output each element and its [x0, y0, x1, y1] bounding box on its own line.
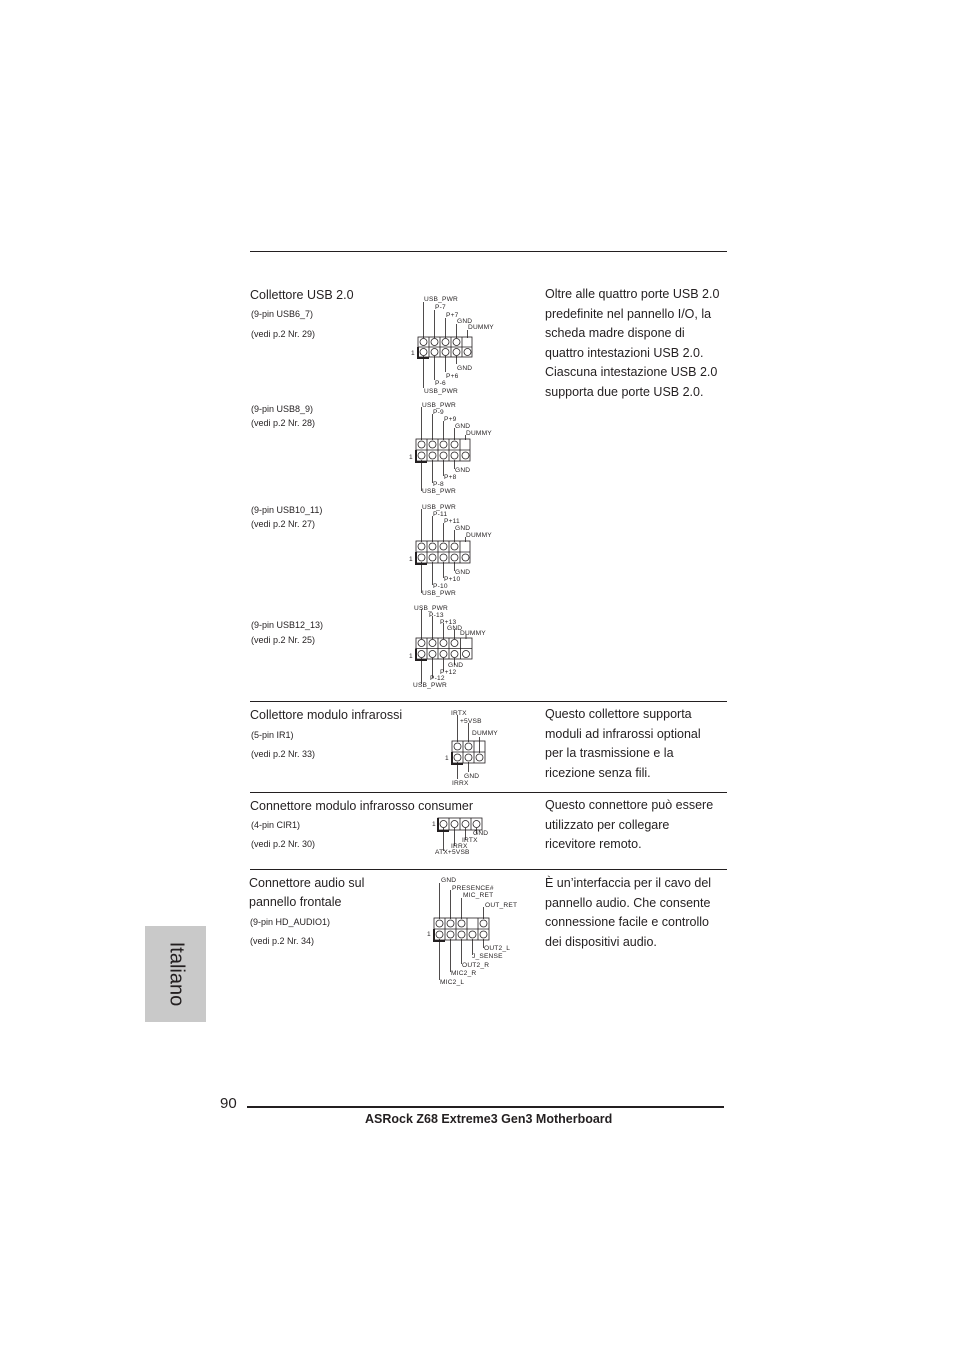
label-dummy: DUMMY: [468, 324, 494, 331]
label-usb-pwr-bottom: USB_PWR: [422, 488, 457, 495]
label-p-plus-bottom: P+10: [444, 576, 461, 583]
ir-title: Collettore modulo infrarossi: [250, 708, 403, 722]
language-side-tab: [145, 926, 206, 1022]
pin1-marker: 1: [409, 556, 413, 563]
label-p-minus: P-11: [433, 511, 448, 518]
label-p-plus: P+13: [440, 619, 457, 626]
cir-ref: (vedi p.2 Nr. 30): [251, 839, 316, 849]
label-mic-ret: MIC_RET: [463, 892, 494, 899]
top-rule: [250, 251, 727, 252]
usb-header-1-pins: (9-pin USB6_7): [251, 309, 314, 319]
audio-title: Connettore audio sul pannello frontale: [249, 876, 365, 909]
audio-pins: (9-pin HD_AUDIO1): [250, 917, 331, 927]
label-gnd: GND: [464, 773, 480, 780]
language-tab-label: Italiano: [165, 941, 187, 1007]
pin1-marker: 1: [411, 350, 415, 357]
usb-header-1-diagram: [408, 292, 508, 396]
section-rule-audio: [250, 869, 727, 870]
label-usb-pwr: USB_PWR: [422, 402, 457, 409]
label-p-minus-bottom: P-12: [430, 675, 445, 682]
pin1-marker: 1: [409, 653, 413, 660]
footer-product: ASRock Z68 Extreme3 Gen3 Motherboard: [365, 1112, 613, 1126]
cir-header-diagram: [428, 814, 498, 860]
label-usb-pwr-bottom: USB_PWR: [422, 590, 457, 597]
usb-header-4-pins: (9-pin USB12_13): [251, 620, 324, 630]
label-usb-pwr-bottom: USB_PWR: [424, 388, 459, 395]
label-p-minus-bottom: P-10: [433, 583, 448, 590]
label-j-sense: J_SENSE: [472, 953, 503, 960]
cir-description: Questo connettore può essere utilizzato per collegare ricevitore remoto.: [545, 798, 714, 851]
label-p-minus: P-7: [435, 304, 446, 311]
label-usb-pwr: USB_PWR: [422, 504, 457, 511]
usb-header-1-ref: (vedi p.2 Nr. 29): [251, 329, 316, 339]
audio-header-diagram: [422, 874, 526, 990]
label-gnd-bottom: GND: [457, 365, 473, 372]
usb-header-3-ref: (vedi p.2 Nr. 27): [251, 519, 316, 529]
label-out-ret: OUT_RET: [485, 902, 518, 909]
label-p-minus-bottom: P-8: [433, 481, 444, 488]
ir-description: Questo collettore supporta moduli ad infrarossi optional per la trasmissione e la ricezione senza fili.: [545, 707, 701, 780]
usb-header-4-diagram: [406, 602, 506, 690]
usb-title: Collettore USB 2.0: [250, 288, 354, 302]
ir-header-diagram: [440, 706, 510, 790]
label-irrx: IRRX: [451, 843, 468, 850]
label-usb-pwr: USB_PWR: [414, 605, 449, 612]
label-5vsb: +5VSB: [460, 718, 482, 725]
label-presence: PRESENCE#: [452, 885, 494, 892]
label-p-plus-bottom: P+8: [444, 474, 457, 481]
cir-title: Connettore modulo infrarosso consumer: [250, 799, 474, 813]
ir-ref: (vedi p.2 Nr. 33): [251, 749, 316, 759]
usb-header-3-pins: (9-pin USB10_11): [251, 505, 323, 515]
pin1-marker: 1: [427, 931, 431, 938]
usb-description: Oltre alle quattro porte USB 2.0 predefinite nel pannello I/O, la scheda madre dispone di quattro intestazioni USB 2.0. Ciascuna intestazione USB 2.0 supporta due porte USB 2.0.: [545, 287, 720, 399]
label-p-plus-bottom: P+12: [440, 669, 457, 676]
label-irtx: IRTX: [462, 837, 478, 844]
label-gnd: GND: [473, 830, 489, 837]
label-out2-l: OUT2_L: [484, 945, 511, 952]
label-irrx: IRRX: [452, 780, 469, 787]
pin1-marker: 1: [432, 821, 436, 828]
label-p-plus: P+7: [446, 312, 459, 319]
section-rule-cir: [250, 792, 727, 793]
label-dummy: DUMMY: [460, 630, 486, 637]
usb-header-2-pins: (9-pin USB8_9): [251, 404, 314, 414]
section-rule-ir: [250, 701, 727, 702]
label-usb-pwr: USB_PWR: [424, 296, 459, 303]
audio-description: È un’interfaccia per il cavo del pannello audio. Che consente connessione facile e controllo dei dispositivi audio.: [545, 876, 712, 949]
pin1-marker: 1: [409, 454, 413, 461]
label-gnd: GND: [455, 525, 471, 532]
label-gnd-bottom: GND: [455, 467, 471, 474]
ir-pins: (5-pin IR1): [251, 730, 294, 740]
label-usb-pwr-bottom: USB_PWR: [413, 682, 448, 689]
usb-header-2-diagram: [406, 399, 506, 499]
audio-ref: (vedi p.2 Nr. 34): [250, 936, 315, 946]
label-p-minus-bottom: P-6: [435, 380, 446, 387]
pin1-marker: 1: [445, 755, 449, 762]
label-gnd: GND: [447, 625, 463, 632]
label-p-plus-bottom: P+6: [446, 373, 459, 380]
label-gnd-bottom: GND: [455, 569, 471, 576]
label-dummy: DUMMY: [472, 730, 498, 737]
label-atx-5vsb: ATX+5VSB: [435, 849, 470, 856]
label-p-plus: P+11: [444, 518, 460, 525]
label-mic2-l: MIC2_L: [440, 979, 465, 986]
usb-header-4-ref: (vedi p.2 Nr. 25): [251, 635, 316, 645]
label-gnd: GND: [455, 423, 471, 430]
label-dummy: DUMMY: [466, 532, 492, 539]
label-p-minus: P-9: [433, 409, 444, 416]
label-gnd: GND: [441, 877, 457, 884]
label-dummy: DUMMY: [466, 430, 492, 437]
label-irtx: IRTX: [451, 710, 467, 717]
label-p-minus: P-13: [429, 612, 444, 619]
footer-rule: [247, 1106, 724, 1108]
label-out2-r: OUT2_R: [462, 962, 490, 969]
page-number: 90: [220, 1095, 237, 1112]
label-gnd-bottom: GND: [448, 662, 464, 669]
usb-header-2-ref: (vedi p.2 Nr. 28): [251, 418, 316, 428]
label-gnd: GND: [457, 318, 473, 325]
usb-header-3-diagram: [406, 501, 506, 601]
cir-pins: (4-pin CIR1): [251, 820, 301, 830]
label-mic2-r: MIC2_R: [451, 970, 477, 977]
label-p-plus: P+9: [444, 416, 457, 423]
